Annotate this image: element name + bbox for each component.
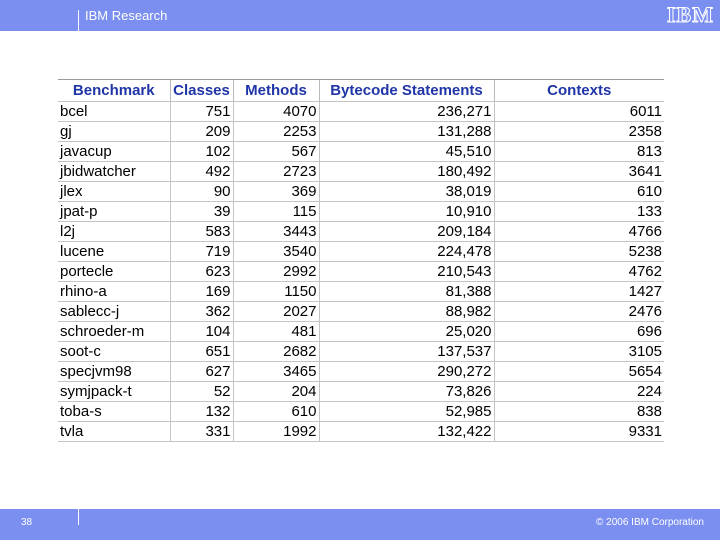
benchmark-name: javacup: [58, 142, 170, 162]
contexts-value: 5654: [494, 362, 664, 382]
bytecode-statements-value: 132,422: [319, 422, 494, 442]
contexts-value: 5238: [494, 242, 664, 262]
benchmark-name: jpat-p: [58, 202, 170, 222]
classes-value: 169: [170, 282, 233, 302]
contexts-value: 3641: [494, 162, 664, 182]
benchmark-name: jlex: [58, 182, 170, 202]
bytecode-statements-value: 224,478: [319, 242, 494, 262]
bytecode-statements-value: 290,272: [319, 362, 494, 382]
contexts-value: 2476: [494, 302, 664, 322]
methods-value: 204: [233, 382, 319, 402]
bytecode-statements-value: 88,982: [319, 302, 494, 322]
table-row: [58, 222, 664, 242]
table-body: [58, 102, 664, 442]
classes-value: 331: [170, 422, 233, 442]
bytecode-statements-value: 180,492: [319, 162, 494, 182]
column-header-classes: Classes: [170, 80, 233, 102]
table-row: [58, 202, 664, 222]
bytecode-statements-value: 52,985: [319, 402, 494, 422]
benchmark-name: portecle: [58, 262, 170, 282]
contexts-value: 696: [494, 322, 664, 342]
table-row: [58, 122, 664, 142]
methods-value: 3540: [233, 242, 319, 262]
bytecode-statements-value: 131,288: [319, 122, 494, 142]
page-number: 38: [21, 517, 33, 528]
methods-value: 567: [233, 142, 319, 162]
bytecode-statements-value: 137,537: [319, 342, 494, 362]
benchmark-name: gj: [58, 122, 170, 142]
classes-value: 39: [170, 202, 233, 222]
methods-value: 481: [233, 322, 319, 342]
ibm-logo: IBM: [667, 2, 714, 27]
bytecode-statements-value: 10,910: [319, 202, 494, 222]
bytecode-statements-value: 209,184: [319, 222, 494, 242]
benchmark-name: bcel: [58, 102, 170, 122]
classes-value: 492: [170, 162, 233, 182]
methods-value: 3465: [233, 362, 319, 382]
table-row: [58, 362, 664, 382]
benchmark-name: jbidwatcher: [58, 162, 170, 182]
table-row: [58, 182, 664, 202]
methods-value: 4070: [233, 102, 319, 122]
table-header-row: [58, 80, 664, 102]
table-row: [58, 342, 664, 362]
classes-value: 90: [170, 182, 233, 202]
classes-value: 209: [170, 122, 233, 142]
column-header-contexts: Contexts: [494, 80, 664, 102]
benchmark-name: l2j: [58, 222, 170, 242]
bytecode-statements-value: 73,826: [319, 382, 494, 402]
classes-value: 751: [170, 102, 233, 122]
contexts-value: 133: [494, 202, 664, 222]
copyright-notice: © 2006 IBM Corporation: [596, 517, 704, 528]
classes-value: 104: [170, 322, 233, 342]
contexts-value: 4762: [494, 262, 664, 282]
footer-divider: [78, 509, 79, 525]
contexts-value: 813: [494, 142, 664, 162]
header-divider: [78, 10, 79, 31]
methods-value: 2723: [233, 162, 319, 182]
classes-value: 102: [170, 142, 233, 162]
methods-value: 369: [233, 182, 319, 202]
table-row: [58, 242, 664, 262]
table-row: [58, 302, 664, 322]
methods-value: 2027: [233, 302, 319, 322]
table-row: [58, 282, 664, 302]
table-row: [58, 102, 664, 122]
footer-bar: [0, 509, 720, 540]
methods-value: 2992: [233, 262, 319, 282]
contexts-value: 838: [494, 402, 664, 422]
methods-value: 1150: [233, 282, 319, 302]
classes-value: 623: [170, 262, 233, 282]
table-row: [58, 162, 664, 182]
bytecode-statements-value: 210,543: [319, 262, 494, 282]
table-row: [58, 422, 664, 442]
benchmark-name: schroeder-m: [58, 322, 170, 342]
benchmark-table: [58, 79, 664, 442]
classes-value: 583: [170, 222, 233, 242]
header-bar: [0, 0, 720, 31]
methods-value: 3443: [233, 222, 319, 242]
contexts-value: 1427: [494, 282, 664, 302]
benchmark-name: lucene: [58, 242, 170, 262]
classes-value: 719: [170, 242, 233, 262]
column-header-methods: Methods: [233, 80, 319, 102]
classes-value: 52: [170, 382, 233, 402]
methods-value: 2253: [233, 122, 319, 142]
benchmark-name: tvla: [58, 422, 170, 442]
benchmark-name: sablecc-j: [58, 302, 170, 322]
benchmark-name: rhino-a: [58, 282, 170, 302]
methods-value: 2682: [233, 342, 319, 362]
methods-value: 115: [233, 202, 319, 222]
benchmark-name: symjpack-t: [58, 382, 170, 402]
contexts-value: 224: [494, 382, 664, 402]
header-title: IBM Research: [85, 8, 168, 23]
contexts-value: 9331: [494, 422, 664, 442]
table-row: [58, 382, 664, 402]
contexts-value: 610: [494, 182, 664, 202]
contexts-value: 4766: [494, 222, 664, 242]
contexts-value: 6011: [494, 102, 664, 122]
benchmark-name: toba-s: [58, 402, 170, 422]
bytecode-statements-value: 45,510: [319, 142, 494, 162]
benchmark-name: soot-c: [58, 342, 170, 362]
benchmark-table-container: [58, 79, 664, 442]
contexts-value: 2358: [494, 122, 664, 142]
column-header-bytecode-statements: Bytecode Statements: [319, 80, 494, 102]
column-header-benchmark: Benchmark: [58, 80, 170, 102]
bytecode-statements-value: 81,388: [319, 282, 494, 302]
bytecode-statements-value: 25,020: [319, 322, 494, 342]
table-row: [58, 322, 664, 342]
benchmark-name: specjvm98: [58, 362, 170, 382]
table-row: [58, 142, 664, 162]
bytecode-statements-value: 38,019: [319, 182, 494, 202]
methods-value: 610: [233, 402, 319, 422]
classes-value: 627: [170, 362, 233, 382]
classes-value: 132: [170, 402, 233, 422]
methods-value: 1992: [233, 422, 319, 442]
table-row: [58, 402, 664, 422]
contexts-value: 3105: [494, 342, 664, 362]
classes-value: 651: [170, 342, 233, 362]
bytecode-statements-value: 236,271: [319, 102, 494, 122]
classes-value: 362: [170, 302, 233, 322]
table-row: [58, 262, 664, 282]
